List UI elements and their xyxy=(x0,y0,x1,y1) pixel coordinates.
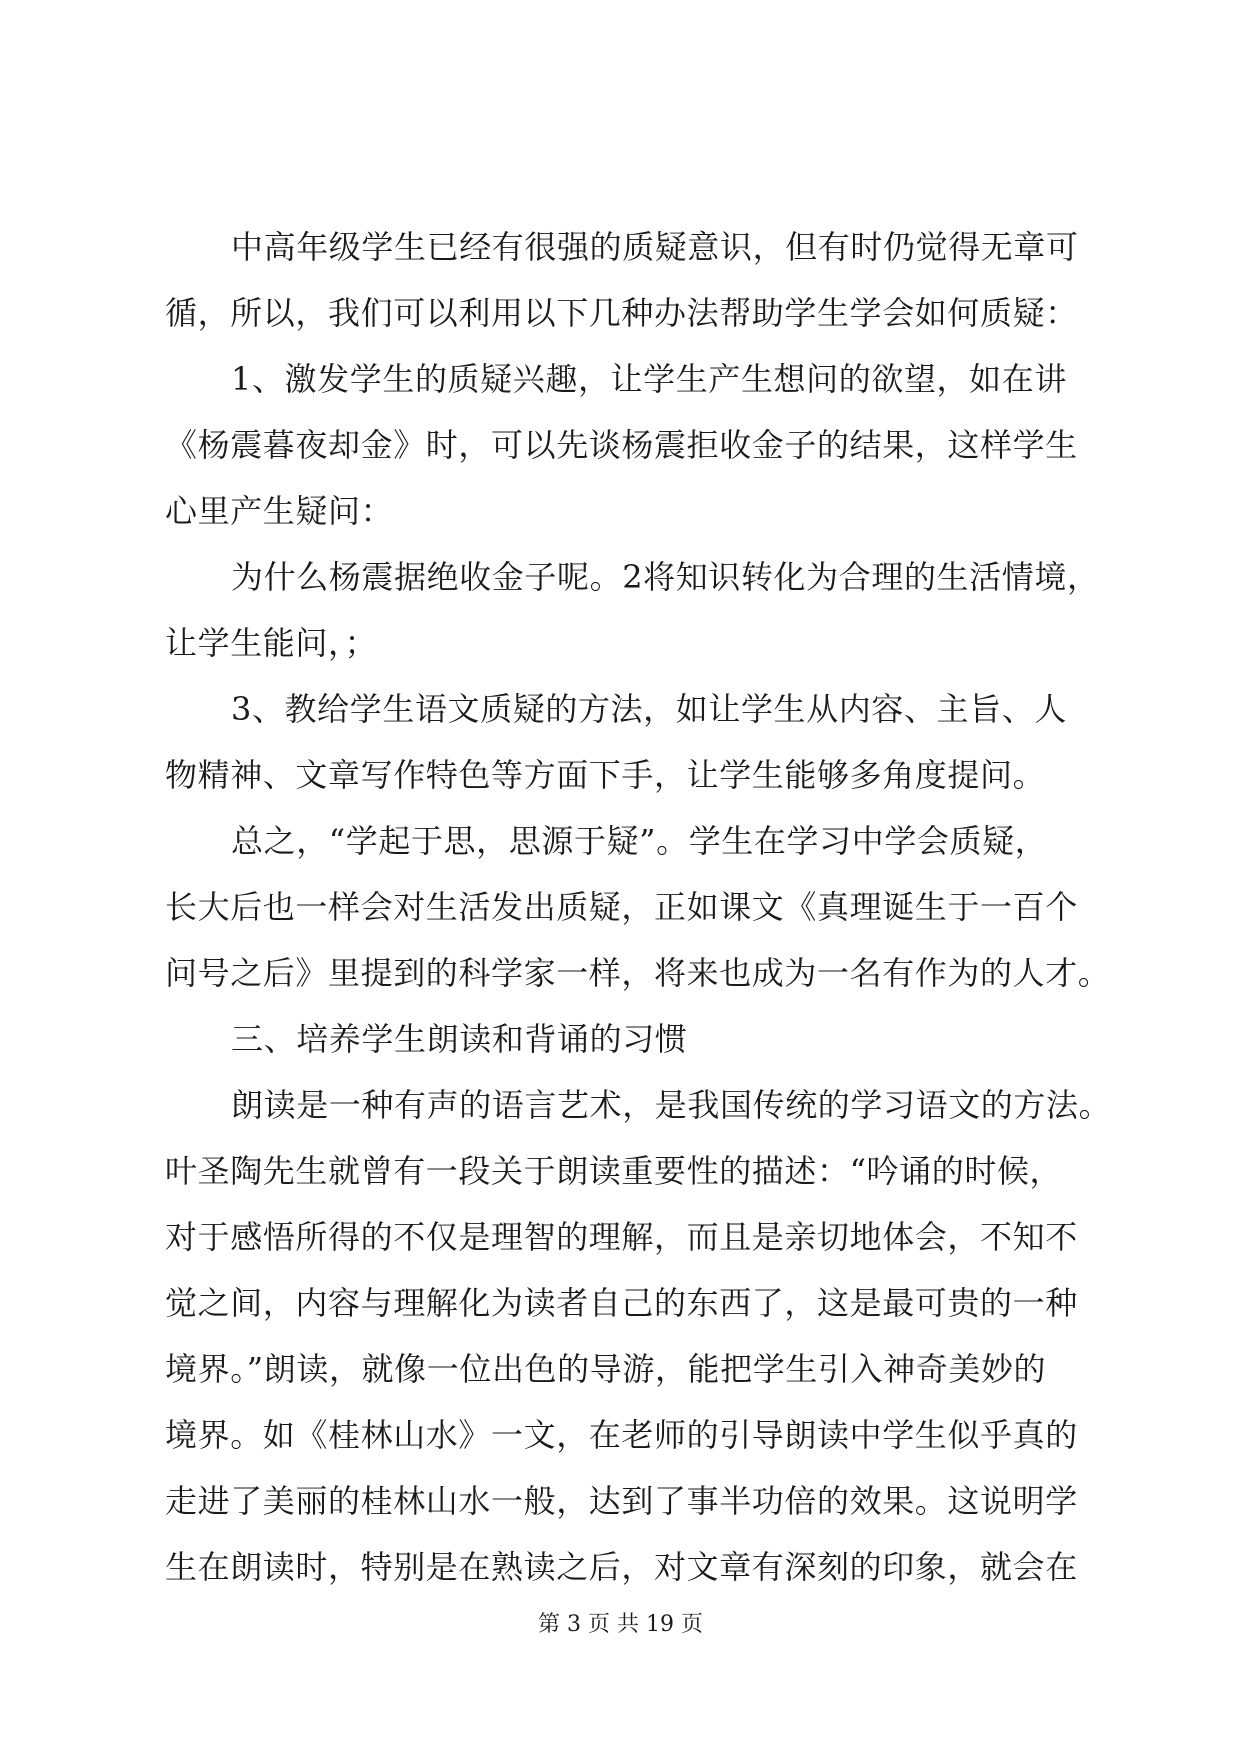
text-line: 觉之间，内容与理解化为读者自己的东西了，这是最可贵的一种 xyxy=(165,1284,1078,1322)
text-line: 让学生能问，； xyxy=(165,624,378,662)
text-line: 生在朗读时，特别是在熟读之后，对文章有深刻的印象，就会在 xyxy=(165,1548,1078,1586)
text-line: 3、教给学生语文质疑的方法，如让学生从内容、主旨、人 xyxy=(231,690,1067,728)
text-line: 总之，“学起于思，思源于疑”。学生在学习中学会质疑， xyxy=(231,822,1048,860)
text-line: 叶圣陶先生就曾有一段关于朗读重要性的描述：“吟诵的时候， xyxy=(165,1152,1063,1190)
page-footer: 第 3 页 共 19 页 xyxy=(538,1612,703,1637)
text-line: 问号之后》里提到的科学家一样，将来也成为一名有作为的人才。 xyxy=(165,954,1111,992)
text-line: 境界。如《桂林山水》一文，在老师的引导朗读中学生似乎真的 xyxy=(165,1416,1078,1454)
text-line: 物精神、文章写作特色等方面下手，让学生能够多角度提问。 xyxy=(165,756,1046,794)
text-line: 1、激发学生的质疑兴趣，让学生产生想问的欲望，如在讲 xyxy=(231,360,1067,398)
text-line: 对于感悟所得的不仅是理智的理解，而且是亲切地体会，不知不 xyxy=(165,1218,1078,1256)
text-line: 为什么杨震据绝收金子呢。2将知识转化为合理的生活情境， xyxy=(231,558,1100,596)
text-line: 循，所以，我们可以利用以下几种办法帮助学生学会如何质疑： xyxy=(165,294,1078,332)
text-line: 中高年级学生已经有很强的质疑意识，但有时仍觉得无章可 xyxy=(231,228,1079,266)
text-line: 三、培养学生朗读和背诵的习惯 xyxy=(231,1020,688,1058)
text-line: 走进了美丽的桂林山水一般，达到了事半功倍的效果。这说明学 xyxy=(165,1482,1078,1520)
text-line: 朗读是一种有声的语言艺术，是我国传统的学习语文的方法。 xyxy=(231,1086,1112,1124)
text-line: 心里产生疑问： xyxy=(165,492,394,530)
text-line: 长大后也一样会对生活发出质疑，正如课文《真理诞生于一百个 xyxy=(165,888,1078,926)
text-line: 境界。”朗读，就像一位出色的导游，能把学生引入神奇美妙的 xyxy=(165,1350,1047,1388)
document-body xyxy=(165,228,1112,1614)
text-line: 《杨震暮夜却金》时，可以先谈杨震拒收金子的结果，这样学生 xyxy=(165,426,1078,464)
